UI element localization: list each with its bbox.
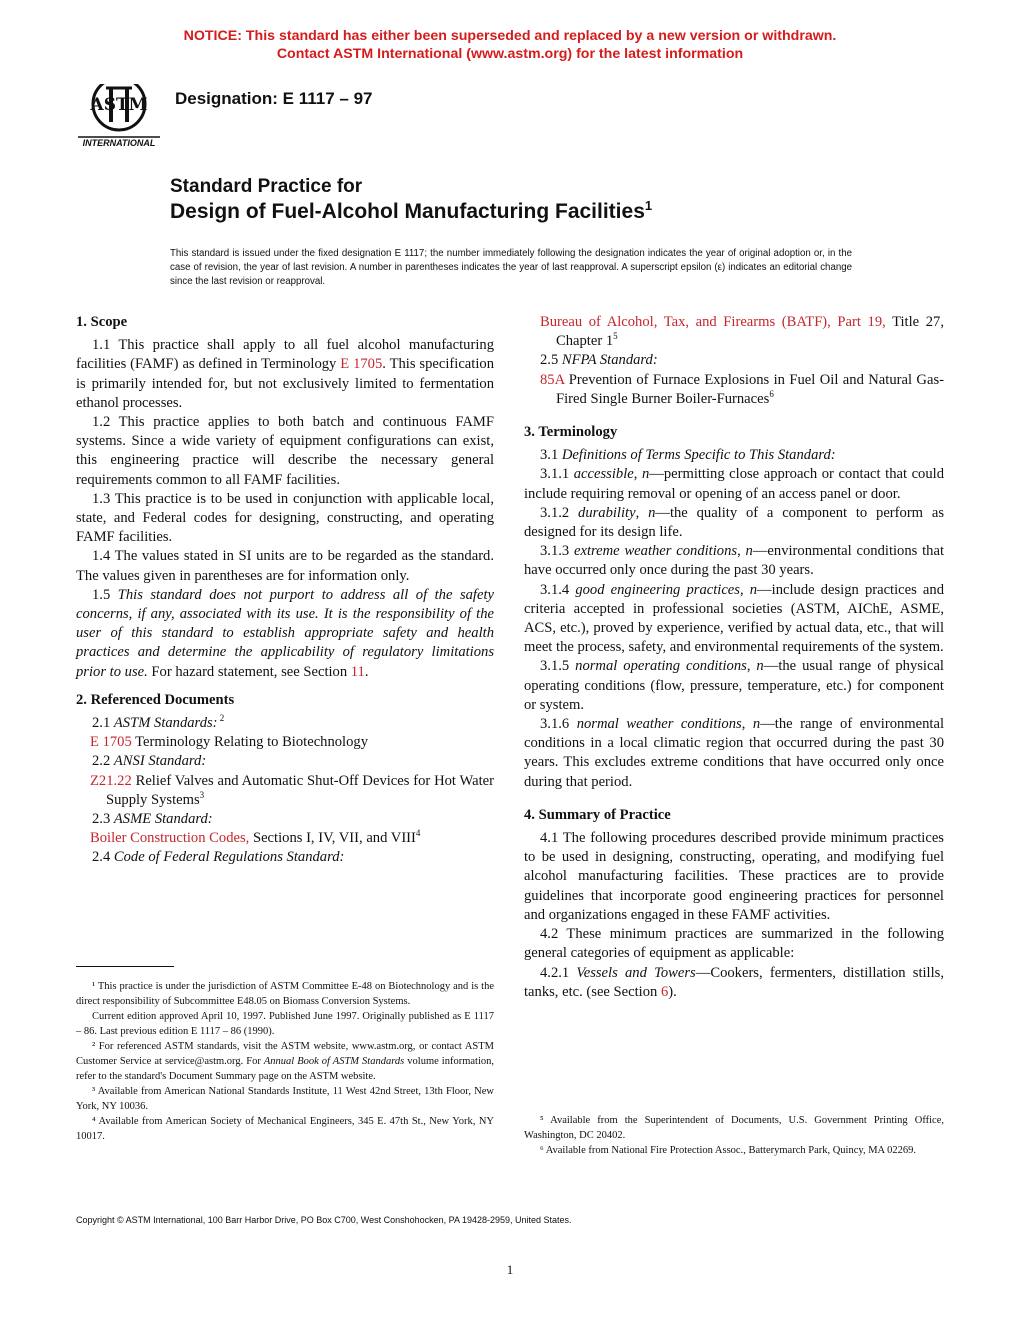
link-ref-z2122[interactable]: Z21.22	[90, 772, 132, 789]
term-num: 3.1.5	[540, 658, 576, 675]
term-normal-weather	[524, 715, 944, 792]
term-sep: ,	[633, 466, 642, 483]
footnote-1-edition: Current edition approved April 10, 1997. Published June 1997. Originally published as E 1117 – 86. Last previous edition E 1117 – 86 (1990).	[76, 1011, 494, 1037]
right-column	[524, 313, 944, 1002]
designation: Designation: E 1117 – 97	[175, 89, 373, 108]
ref-2-2-label: ANSI Standard:	[113, 753, 207, 770]
term-word: good engineering practices	[575, 581, 740, 598]
term-word: normal operating conditions	[575, 658, 747, 675]
ref-2-5-num: 2.5	[540, 352, 562, 369]
term-pos: n	[749, 581, 758, 598]
section-1-heading: 1. Scope	[76, 314, 128, 330]
para-1-5	[76, 586, 494, 682]
ref-cfr-title: Title 27, Chapter 1	[556, 314, 944, 350]
para-1-3: 1.3 This practice is to be used in conjunction with applicable local, state, and Federal codes for designing, constructing, and operating FAMF facilities.	[76, 490, 494, 546]
term-pos: n	[752, 716, 761, 733]
ref-2-1-num: 2.1	[92, 715, 114, 732]
link-ref-85a[interactable]: 85A	[540, 371, 565, 388]
term-num: 3.1.3	[540, 543, 574, 560]
left-column	[76, 313, 494, 868]
title-line-2	[170, 199, 652, 224]
footnote-rule-left	[76, 966, 174, 967]
term-definition: —the range of environmental conditions in a local climatic region that occurred during the past 30 years. This excludes extreme conditions that have occurred only once during that period.	[524, 716, 944, 790]
section-2-heading: 2. Referenced Documents	[76, 691, 235, 708]
footnote-4: ⁴ Available from American Society of Mechanical Engineers, 345 E. 47th St., New York, NY 10017.	[76, 1116, 494, 1142]
term-definition: —environmental conditions that have occurred only once during the past 30 years.	[524, 543, 945, 579]
term-definition: —permitting close approach or contact that could include requiring removal or opening of an access panel or door.	[524, 466, 944, 502]
term-num: 3.1.6	[540, 716, 577, 733]
link-section-11[interactable]: 11	[350, 663, 365, 680]
para-1-5-text: For hazard statement, see Section	[147, 663, 351, 680]
notice-line-1: NOTICE: This standard has either been superseded and replaced by a new version or withdrawn.	[183, 28, 837, 44]
footnotes-left	[76, 979, 494, 1144]
para-1-1-text-end: . This specification is primarily intended for, but not exclusively limited to fermentation ethanol processes.	[76, 356, 494, 411]
ref-85a-sup: 6	[769, 388, 774, 399]
title-text: Design of Fuel-Alcohol Manufacturing Facilities	[170, 200, 645, 223]
term-durability	[524, 504, 944, 542]
notice-line-2: Contact ASTM International (www.astm.org) for the latest information	[276, 46, 744, 62]
withdrawal-notice	[0, 27, 1020, 63]
term-sep: ,	[739, 581, 750, 598]
copyright: Copyright © ASTM International, 100 Barr Harbor Drive, PO Box C700, West Conshohocken, PA 19428-2959, United States.	[76, 1215, 572, 1225]
para-1-5-num: 1.5	[92, 586, 118, 603]
term-pos: n	[756, 658, 764, 675]
issuance-statement: This standard is issued under the fixed designation E 1117; the number immediately following the designation indicates the year of original adoption or, in the case of revision, the year of last revision. A number in parentheses indicates the year of last reapproval. A superscript epsilon (ε) indicates an editorial change since the last revision or reapproval.	[170, 248, 852, 287]
term-word: extreme weather conditions	[574, 543, 738, 560]
footnote-2-end: volume information, refer to the standard's Document Summary page on the ASTM website.	[76, 1056, 494, 1082]
title-line-1: Standard Practice for	[170, 176, 363, 197]
term-sep: ,	[635, 504, 649, 521]
term-3-1-num: 3.1	[540, 447, 562, 464]
ref-2-5-label: NFPA Standard:	[561, 352, 658, 369]
ref-2-2	[76, 752, 494, 771]
para-4-2-1-num: 4.2.1	[540, 964, 577, 981]
ref-2-4-num: 2.4	[92, 849, 114, 866]
ref-z2122	[76, 772, 494, 810]
logo-text: ASTM	[90, 95, 148, 115]
para-4-2: 4.2 These minimum practices are summarized in the following general categories of equipment as applicable:	[524, 926, 944, 962]
ref-boiler-codes-title: Sections I, IV, VII, and VIII	[249, 830, 416, 847]
ref-2-2-num: 2.2	[92, 753, 114, 770]
footnote-3: ³ Available from American National Standards Institute, 11 West 42nd Street, 13th Floor, New York, NY 10036.	[76, 1086, 494, 1112]
ref-2-4	[76, 848, 494, 867]
ref-2-3-num: 2.3	[92, 811, 114, 828]
ref-e1705	[76, 733, 494, 752]
link-ref-e1705[interactable]: E 1705	[90, 734, 132, 751]
astm-logo	[76, 74, 162, 150]
link-section-6[interactable]: 6	[660, 983, 669, 1000]
term-sep: ,	[741, 716, 753, 733]
term-sep: ,	[737, 543, 746, 560]
term-pos: n	[641, 466, 650, 483]
ref-2-5	[524, 351, 944, 370]
safety-caveat: This standard does not purport to address all of the safety concerns, if any, associated with its use. It is the responsibility of the user of this standard to establish appropriate safety and health practices and determine the applicability of regulatory limitations prior to use.	[76, 586, 494, 680]
ref-z2122-sup: 3	[199, 790, 205, 801]
ref-cfr	[524, 313, 944, 351]
para-4-1: 4.1 The following procedures described provide minimum practices to be used in designing, constructing, operating, and modifying fuel alcohol manufacturing facilities. These practices are to provide guidelines that incorporate good engineering practices for personnel and organizations engaged in these FAMF activities.	[524, 830, 944, 923]
term-pos: n	[745, 543, 753, 560]
term-num: 3.1.2	[540, 504, 579, 521]
ref-e1705-title: Terminology Relating to Biotechnology	[131, 734, 369, 751]
footnotes-right	[524, 1113, 944, 1158]
term-definition: —the quality of a component to perform as designed for its design life.	[524, 504, 945, 541]
term-normal-operating	[524, 657, 944, 715]
term-3-1	[524, 446, 944, 465]
term-definition: —include design practices and criteria accepted in professional societies (ASTM, AIChE, ASME, ACS, etc.), proved by experience, verified by actual data, etc., that will meet the process, safety, and environmental requirements of the system.	[524, 581, 945, 656]
ref-2-1	[76, 714, 494, 733]
astm-logo-icon	[76, 74, 162, 150]
footnote-6: ⁶ Available from National Fire Protection Assoc., Batterymarch Park, Quincy, MA 02269.	[540, 1145, 917, 1156]
term-accessible	[524, 465, 944, 503]
ref-2-1-label: ASTM Standards:	[113, 715, 218, 732]
ref-85a	[524, 371, 944, 409]
ref-2-4-label: Code of Federal Regulations Standard:	[113, 849, 345, 866]
para-1-5-end: .	[364, 663, 369, 680]
footnote-2-title: Annual Book of ASTM Standards	[263, 1056, 405, 1067]
link-ref-boiler-codes[interactable]: Boiler Construction Codes,	[90, 830, 250, 847]
page-number: 1	[506, 1262, 514, 1277]
link-e1705[interactable]: E 1705	[340, 356, 383, 373]
para-4-2-1	[524, 964, 944, 1002]
footnote-5: ⁵ Available from the Superintendent of Documents, U.S. Government Printing Office, Washington, DC 20402.	[524, 1115, 944, 1141]
footnote-2	[76, 1039, 494, 1084]
para-4-2-1-text: —Cookers, fermenters, distillation stills, tanks, etc. (see Section	[524, 964, 944, 1000]
ref-cfr-sup: 5	[613, 331, 618, 342]
term-pos: n	[648, 504, 656, 521]
term-good-engineering	[524, 581, 944, 658]
para-4-2-1-label: Vessels and Towers	[576, 964, 696, 981]
footnote-2-text: ² For referenced ASTM standards, visit the ASTM website, www.astm.org, or contact ASTM Customer Service at service@astm.org. For	[76, 1041, 494, 1067]
logo-subtext: INTERNATIONAL	[82, 138, 156, 148]
section-4-heading: 4. Summary of Practice	[524, 806, 671, 823]
ref-2-1-sup: 2	[217, 713, 225, 724]
term-num: 3.1.4	[540, 581, 576, 598]
term-sep: ,	[746, 658, 757, 675]
term-3-1-label: Definitions of Terms Specific to This Standard:	[561, 447, 836, 464]
ref-85a-title: Prevention of Furnace Explosions in Fuel Oil and Natural Gas-Fired Single Burner Boiler-Furnaces	[556, 371, 944, 407]
para-1-4: 1.4 The values stated in SI units are to be regarded as the standard. The values given in parentheses are for information only.	[76, 548, 494, 584]
para-1-1	[76, 336, 494, 413]
footnote-1: ¹ This practice is under the jurisdiction of ASTM Committee E-48 on Biotechnology and is the direct responsibility of Subcommittee E48.05 on Biomass Conversion Systems.	[76, 981, 494, 1007]
ref-2-3-label: ASME Standard:	[113, 811, 213, 828]
term-num: 3.1.1	[540, 466, 574, 483]
term-word: durability	[578, 504, 636, 521]
title-footnote-mark: 1	[644, 198, 653, 213]
ref-z2122-title: Relief Valves and Automatic Shut-Off Devices for Hot Water Supply Systems	[106, 772, 494, 808]
term-word: accessible	[573, 466, 634, 483]
term-definition: —the usual range of physical operating conditions (flow, pressure, temperature, etc.) for component or system.	[524, 658, 944, 713]
para-1-1-text: 1.1 This practice shall apply to all fuel alcohol manufacturing facilities (FAMF) as defined in Terminology	[76, 337, 494, 373]
para-1-2: 1.2 This practice applies to both batch and continuous FAMF systems. Since a wide variety of equipment configurations can exist, this engineering practice will describe the necessary general requirements common to all FAMF facilities.	[76, 414, 494, 488]
section-3-heading: 3. Terminology	[524, 424, 618, 441]
term-extreme-weather	[524, 542, 944, 580]
ref-boiler-codes-sup: 4	[415, 828, 421, 839]
link-ref-batf[interactable]: Bureau of Alcohol, Tax, and Firearms (BATF), Part 19,	[540, 314, 886, 330]
para-4-2-1-end: ).	[668, 983, 677, 1000]
term-word: normal weather conditions	[576, 716, 742, 733]
ref-2-3	[76, 810, 494, 829]
ref-boiler-codes	[76, 829, 494, 848]
